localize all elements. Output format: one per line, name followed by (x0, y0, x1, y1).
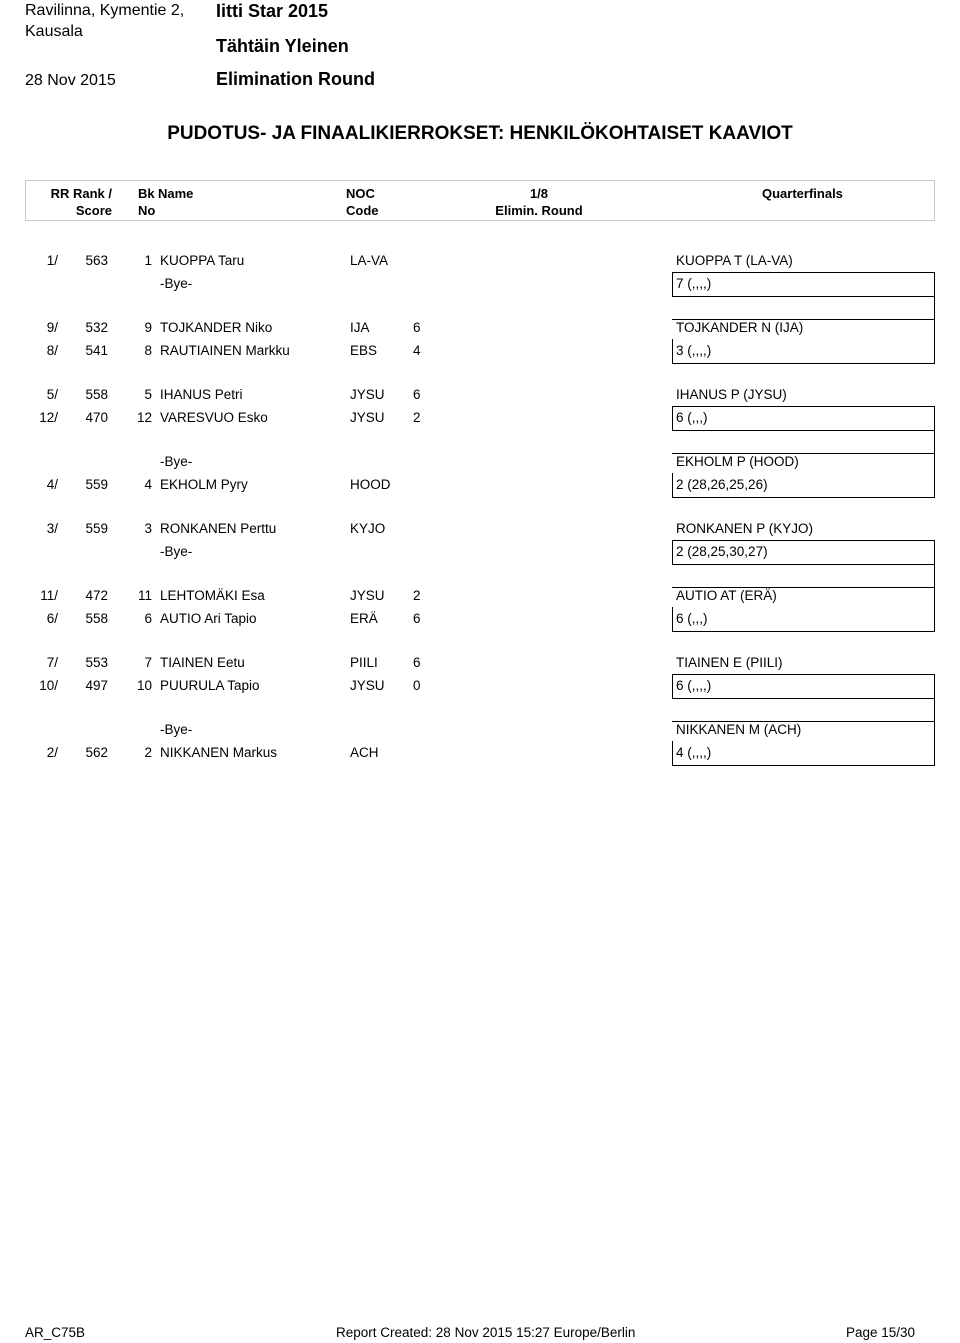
bracket-line-top (672, 272, 935, 273)
winner-score: 4 (,,,,) (676, 745, 712, 760)
col-bk-line1: Bk (138, 186, 155, 201)
col-rr-rank-line2: Score (75, 203, 112, 218)
winner-score: 2 (28,25,30,27) (676, 544, 768, 559)
entry-name: -Bye- (160, 276, 193, 291)
bracket-line-top (672, 540, 935, 541)
page-title: PUDOTUS- JA FINAALIKIERROKSET: HENKILÖKOHTAISET KAAVIOT (167, 123, 793, 144)
bracket-line-left (672, 540, 673, 565)
entry-result: 4 (413, 343, 421, 358)
bracket-line-left (672, 339, 673, 364)
bracket-line-bottom (672, 698, 935, 699)
entry-noc: HOOD (350, 477, 391, 492)
entry-result: 2 (413, 410, 421, 425)
entry-rank: 10/ (39, 678, 58, 693)
bracket-line-left (672, 607, 673, 632)
winner-name: RONKANEN P (KYJO) (676, 521, 814, 536)
entry-name: NIKKANEN Markus (160, 745, 278, 760)
entry-name: TOJKANDER Niko (160, 320, 273, 335)
entry-score: 472 (85, 588, 108, 603)
entry-noc: KYJO (350, 521, 386, 536)
entry-noc: LA-VA (350, 253, 389, 268)
bracket-line-top (672, 721, 935, 722)
winner-score: 3 (,,,,) (676, 343, 712, 358)
entry-noc: EBS (350, 343, 378, 358)
entry-score: 559 (85, 521, 108, 536)
entry-rank: 1/ (46, 253, 58, 268)
winner-name: NIKKANEN M (ACH) (676, 722, 802, 737)
entry-score: 470 (85, 410, 108, 425)
entry-rank: 12/ (39, 410, 58, 425)
bracket-line-bottom (672, 497, 935, 498)
venue-line-1: Ravilinna, Kymentie 2, (25, 2, 185, 19)
entry-score: 497 (85, 678, 108, 693)
round-name: Elimination Round (216, 69, 375, 89)
bracket-line-left (672, 473, 673, 498)
col-rr-rank-line1: RR Rank / (50, 186, 112, 201)
entry-rank: 3/ (46, 521, 58, 536)
entry-name: -Bye- (160, 722, 193, 737)
report-created: Report Created: 28 Nov 2015 15:27 Europe/Berlin (336, 1325, 636, 1340)
entry-rank: 5/ (46, 387, 58, 402)
entry-bk: 6 (144, 611, 152, 626)
bracket-line-left (672, 406, 673, 431)
bracket-line-bottom (672, 363, 935, 364)
event-name: Iitti Star 2015 (216, 1, 329, 21)
winner-score: 6 (,,,) (676, 410, 708, 425)
bracket-line-top (672, 453, 935, 454)
winner-name: AUTIO AT (ERÄ) (676, 588, 777, 603)
entry-result: 6 (413, 320, 421, 335)
entry-name: TIAINEN Eetu (160, 655, 245, 670)
entry-score: 541 (85, 343, 108, 358)
entry-noc: JYSU (350, 410, 385, 425)
col-bk-no (138, 185, 155, 219)
winner-name: TIAINEN E (PIILI) (676, 655, 783, 670)
entry-name: -Bye- (160, 544, 193, 559)
entry-bk: 7 (144, 655, 152, 670)
entry-name: IHANUS Petri (160, 387, 243, 402)
winner-score: 2 (28,26,25,26) (676, 477, 768, 492)
bracket-line-top (672, 587, 935, 588)
col-noc-line2: Code (346, 203, 379, 218)
entry-score: 532 (85, 320, 108, 335)
division-name: Tähtäin Yleinen (216, 36, 349, 56)
bracket-line-left (672, 741, 673, 766)
winner-name: TOJKANDER N (IJA) (676, 320, 804, 335)
entry-name: AUTIO Ari Tapio (160, 611, 257, 626)
entry-rank: 9/ (46, 320, 58, 335)
entry-noc: ERÄ (350, 611, 378, 626)
entry-name: RAUTIAINEN Markku (160, 343, 290, 358)
bracket-line-bottom (672, 564, 935, 565)
entry-name: KUOPPA Taru (160, 253, 245, 268)
bracket-line-top (672, 674, 935, 675)
entry-result: 6 (413, 387, 421, 402)
entry-bk: 10 (136, 678, 152, 693)
bracket-line-top (672, 319, 935, 320)
bracket-line-right (934, 319, 935, 364)
entry-noc: IJA (350, 320, 370, 335)
entry-score: 563 (85, 253, 108, 268)
col-bk-line2: No (138, 203, 156, 218)
entry-result: 0 (413, 678, 421, 693)
entry-noc: PIILI (350, 655, 378, 670)
entry-score: 562 (85, 745, 108, 760)
bracket-line-bottom (672, 430, 935, 431)
entry-rank: 8/ (46, 343, 58, 358)
entry-result: 2 (413, 588, 421, 603)
bracket-line-bottom (672, 296, 935, 297)
bracket-line-right (934, 587, 935, 632)
bracket-line-right (934, 453, 935, 498)
col-name: Name (158, 186, 194, 201)
entry-bk: 4 (144, 477, 152, 492)
report-code: AR_C75B (25, 1325, 86, 1340)
entry-bk: 12 (136, 410, 152, 425)
entry-bk: 2 (144, 745, 152, 760)
entry-bk: 11 (137, 588, 152, 603)
col-1-8-line1: 1/8 (529, 186, 549, 201)
entry-score: 553 (85, 655, 108, 670)
entry-bk: 3 (144, 521, 152, 536)
entry-score: 559 (85, 477, 108, 492)
entry-bk: 1 (144, 253, 152, 268)
entry-name: -Bye- (160, 454, 193, 469)
winner-name: IHANUS P (JYSU) (676, 387, 787, 402)
entry-noc: ACH (350, 745, 379, 760)
winner-score: 6 (,,,) (676, 611, 708, 626)
entry-name: RONKANEN Perttu (160, 521, 277, 536)
bracket-line-top (672, 406, 935, 407)
entry-noc: JYSU (350, 588, 385, 603)
entry-result: 6 (413, 655, 421, 670)
bracket-line-right (934, 540, 935, 588)
page-number: Page 15/30 (846, 1325, 916, 1340)
entry-rank: 4/ (46, 477, 58, 492)
entry-name: VARESVUO Esko (160, 410, 268, 425)
col-rr-rank (40, 185, 112, 219)
entry-noc: JYSU (350, 387, 385, 402)
entry-rank: 6/ (46, 611, 58, 626)
entry-score: 558 (85, 387, 108, 402)
bracket-line-right (934, 272, 935, 320)
venue-line-2: Kausala (25, 23, 83, 40)
bracket-line-bottom (672, 631, 935, 632)
bracket-line-right (934, 721, 935, 766)
event-date: 28 Nov 2015 (25, 72, 116, 89)
entry-bk: 8 (144, 343, 152, 358)
entry-score: 558 (85, 611, 108, 626)
winner-score: 7 (,,,,) (676, 276, 712, 291)
entry-rank: 2/ (46, 745, 58, 760)
entry-bk: 9 (144, 320, 152, 335)
entry-result: 6 (413, 611, 421, 626)
bracket-line-left (672, 272, 673, 297)
winner-score: 6 (,,,,) (676, 678, 712, 693)
entry-rank: 7/ (46, 655, 58, 670)
col-noc-line1: NOC (346, 186, 375, 201)
winner-name: EKHOLM P (HOOD) (676, 454, 799, 469)
entry-bk: 5 (144, 387, 152, 402)
bracket-line-right (934, 406, 935, 454)
entry-name: LEHTOMÄKI Esa (160, 588, 265, 603)
winner-name: KUOPPA T (LA-VA) (676, 253, 793, 268)
bracket-line-left (672, 674, 673, 699)
entry-name: EKHOLM Pyry (160, 477, 248, 492)
col-noc (346, 185, 379, 219)
entry-name: PUURULA Tapio (160, 678, 260, 693)
bracket-line-right (934, 674, 935, 722)
col-1-8 (494, 185, 584, 219)
entry-rank: 11/ (40, 588, 58, 603)
bracket-line-bottom (672, 765, 935, 766)
col-1-8-line2: Elimin. Round (495, 203, 583, 218)
entry-noc: JYSU (350, 678, 385, 693)
col-quarterfinals: Quarterfinals (762, 186, 843, 201)
